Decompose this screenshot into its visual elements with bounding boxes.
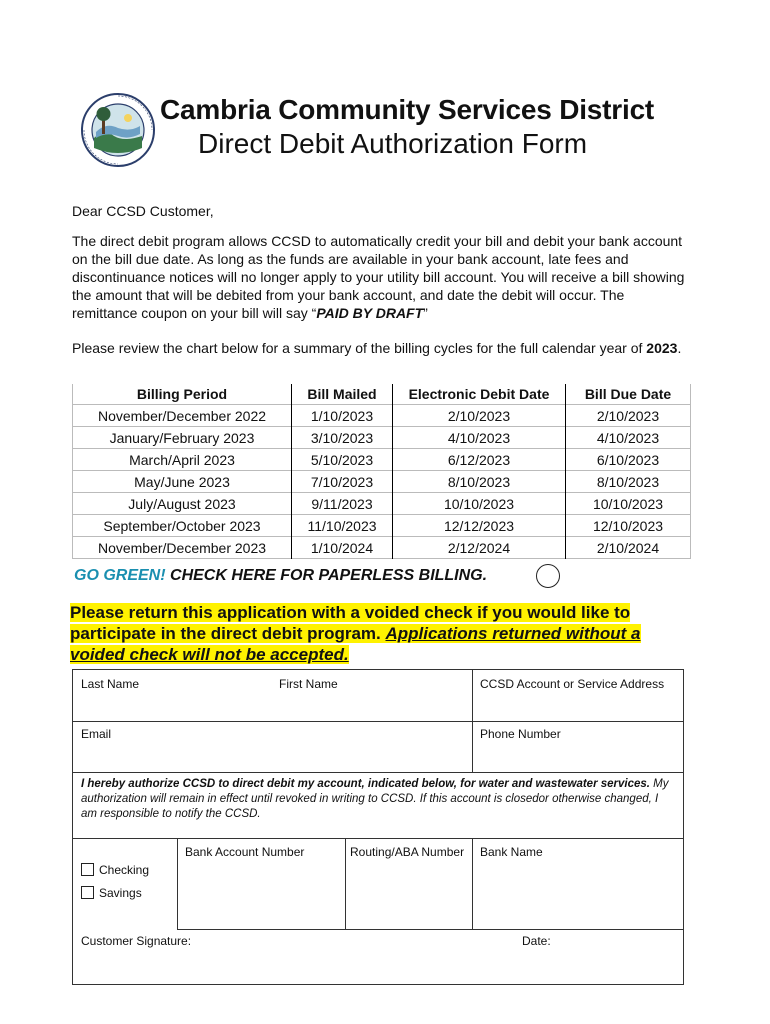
savings-checkbox[interactable] [81,886,94,899]
intro-paragraph: The direct debit program allows CCSD to automatically credit your bill and debit your bank account on the bill due date. As long as the funds are available in your bank account, late fees and discontinuance notices will no longer apply to your utility bill account. You will receive a bill showing the amount that will be debited from your bank account, and date the debit will occur. The remittance coupon on your bill will say “PAID BY DRAFT” [72,233,685,321]
cell-debit: 10/10/2023 [393,493,566,515]
paperless-billing-label: GO GREEN! CHECK HERE FOR PAPERLESS BILLING. [74,567,488,584]
account-address-field[interactable]: CCSD Account or Service Address [480,677,665,691]
table-row [73,515,691,537]
cell-period: July/August 2023 [73,493,292,515]
bank-name-field[interactable]: Bank Name [480,845,543,859]
cell-mailed: 1/10/2023 [292,405,393,427]
voided-check-notice: Please return this application with a voided check if you would like to participate in the direct debit program. Applications returned without a voided check will not be accepted. [70,603,641,664]
cell-mailed: 5/10/2023 [292,449,393,471]
authorization-form [72,669,684,985]
checking-checkbox[interactable] [81,863,94,876]
form-title: Direct Debit Authorization Form [198,128,588,159]
cell-due: 2/10/2023 [596,407,660,424]
greeting: Dear CCSD Customer, [72,203,214,219]
chart-intro-paragraph: Please review the chart below for a summary of the billing cycles for the full calendar year of 2023. [72,340,682,356]
cell-period: January/February 2023 [73,427,292,449]
cell-mailed: 3/10/2023 [292,427,393,449]
cell-period: November/December 2022 [73,405,292,427]
table-row [73,471,691,493]
cell-mailed: 9/11/2023 [292,493,393,515]
table-header-row [73,384,691,405]
table-row [73,405,691,427]
cell-period: March/April 2023 [73,449,292,471]
routing-number-field[interactable]: Routing/ABA Number [350,845,465,859]
cell-debit: 12/12/2023 [393,515,566,537]
cell-period: May/June 2023 [73,471,292,493]
ccsd-seal-logo [80,92,156,168]
cell-debit: 8/10/2023 [393,471,566,493]
org-name: Cambria Community Services District [160,94,655,125]
table-row [73,427,691,449]
header-debit-date: Electronic Debit Date [393,384,566,405]
savings-option[interactable] [81,886,142,900]
savings-label: Savings [99,886,142,900]
cell-debit: 6/12/2023 [393,449,566,471]
checking-option[interactable] [81,863,149,877]
cell-due: 6/10/2023 [596,451,660,468]
signature-field[interactable]: Customer Signature: [81,934,192,948]
header-bill-mailed: Bill Mailed [292,384,393,405]
cell-due: 4/10/2023 [596,429,660,446]
cell-debit: 2/10/2023 [393,405,566,427]
email-field[interactable]: Email [81,727,112,741]
cell-due: 8/10/2023 [596,473,660,490]
cell-mailed: 11/10/2023 [292,515,393,537]
cell-due: 10/10/2023 [592,495,664,512]
cell-due: 2/10/2024 [596,539,660,556]
cell-period: September/October 2023 [73,515,292,537]
billing-cycle-table [72,384,691,559]
paperless-billing-checkbox[interactable] [536,564,560,588]
table-row [73,537,691,559]
phone-field[interactable]: Phone Number [480,727,561,741]
checking-label: Checking [99,863,150,877]
header-due-date: Bill Due Date [584,386,672,402]
cell-period: November/December 2023 [73,537,292,559]
table-row [73,493,691,515]
cell-mailed: 1/10/2024 [292,537,393,559]
cell-due: 12/10/2023 [592,517,664,534]
bank-account-number-field[interactable]: Bank Account Number [185,845,305,859]
cell-debit: 2/12/2024 [393,537,566,559]
header-billing-period: Billing Period [73,384,292,405]
cell-debit: 4/10/2023 [393,427,566,449]
first-name-field[interactable]: First Name [279,677,338,691]
cell-mailed: 7/10/2023 [292,471,393,493]
last-name-field[interactable]: Last Name [81,677,140,691]
date-field[interactable]: Date: [522,934,551,948]
table-row [73,449,691,471]
authorization-statement: I hereby authorize CCSD to direct debit my account, indicated below, for water and wastewater services. My authorization will remain in effect until revoked in writing to CCSD. If this account is closedor otherwise changed, I am responsible to notify the CCSD. [81,778,669,820]
